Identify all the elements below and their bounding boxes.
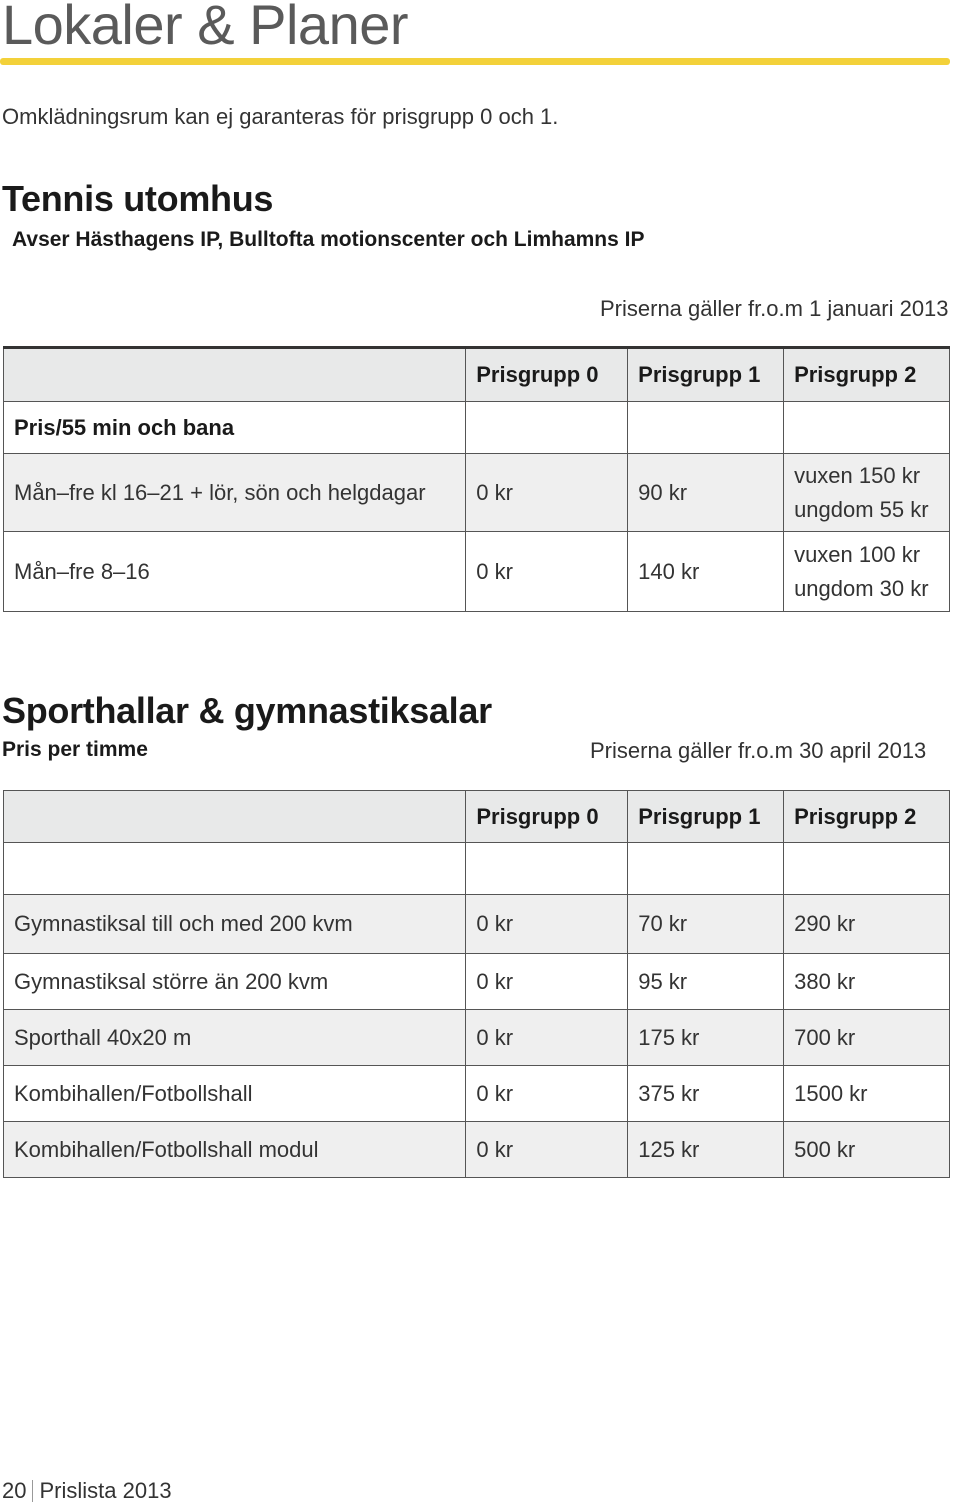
price-adult: vuxen 150 kr bbox=[794, 462, 921, 488]
header-cell-group-2: Prisgrupp 2 bbox=[784, 348, 950, 402]
table-cell bbox=[4, 843, 466, 895]
table-cell bbox=[784, 843, 950, 895]
price-group-0: 0 kr bbox=[466, 895, 628, 954]
row-label: Kombihallen/Fotbollshall modul bbox=[4, 1122, 466, 1178]
table-row bbox=[4, 1066, 950, 1122]
table-row bbox=[4, 454, 950, 532]
publication-name: Prislista 2013 bbox=[39, 1478, 172, 1503]
title-rule bbox=[0, 58, 950, 65]
price-group-0: 0 kr bbox=[466, 454, 628, 532]
row-label: Gymnastiksal större än 200 kvm bbox=[4, 954, 466, 1010]
table-row bbox=[4, 532, 950, 612]
header-cell-group-1: Prisgrupp 1 bbox=[628, 791, 784, 843]
tennis-subheading: Avser Hästhagens IP, Bulltofta motionscenter och Limhamns IP bbox=[12, 228, 645, 251]
price-group-2: 700 kr bbox=[784, 1010, 950, 1066]
tennis-valid-from: Priserna gäller fr.o.m 1 januari 2013 bbox=[600, 296, 949, 321]
header-cell-group-0: Prisgrupp 0 bbox=[466, 791, 628, 843]
row-label: Sporthall 40x20 m bbox=[4, 1010, 466, 1066]
header-cell-group-1: Prisgrupp 1 bbox=[628, 348, 784, 402]
price-group-1: 90 kr bbox=[628, 454, 784, 532]
table-header-row bbox=[4, 348, 950, 402]
page-number: 20 bbox=[2, 1478, 27, 1503]
price-group-1: 375 kr bbox=[628, 1066, 784, 1122]
price-group-2: 1500 kr bbox=[784, 1066, 950, 1122]
header-cell-group-0: Prisgrupp 0 bbox=[466, 348, 628, 402]
table-header-row bbox=[4, 791, 950, 843]
table-cell bbox=[628, 402, 784, 454]
page-footer bbox=[2, 1478, 172, 1503]
table-row bbox=[4, 954, 950, 1010]
table-cell bbox=[466, 402, 628, 454]
price-group-2: 290 kr bbox=[784, 895, 950, 954]
price-youth: ungdom 30 kr bbox=[794, 575, 929, 601]
empty-row bbox=[4, 843, 950, 895]
price-group-0: 0 kr bbox=[466, 532, 628, 612]
price-group-1: 95 kr bbox=[628, 954, 784, 1010]
row-label: Gymnastiksal till och med 200 kvm bbox=[4, 895, 466, 954]
table-cell bbox=[628, 843, 784, 895]
halls-valid-from: Priserna gäller fr.o.m 30 april 2013 bbox=[590, 738, 927, 763]
price-group-1: 140 kr bbox=[628, 532, 784, 612]
header-cell-empty bbox=[4, 791, 466, 843]
row-label: Mån–fre 8–16 bbox=[4, 532, 466, 612]
table-row bbox=[4, 895, 950, 954]
halls-heading: Sporthallar & gymnastiksalar bbox=[2, 690, 492, 731]
header-cell-group-2: Prisgrupp 2 bbox=[784, 791, 950, 843]
section-label: Pris/55 min och bana bbox=[4, 402, 466, 454]
tennis-heading: Tennis utomhus bbox=[2, 178, 274, 219]
tennis-price-table bbox=[3, 346, 950, 612]
table-row bbox=[4, 1010, 950, 1066]
halls-price-table bbox=[3, 790, 950, 1178]
price-group-1: 70 kr bbox=[628, 895, 784, 954]
section-row bbox=[4, 402, 950, 454]
price-group-0: 0 kr bbox=[466, 954, 628, 1010]
price-group-2: 500 kr bbox=[784, 1122, 950, 1178]
table-cell bbox=[784, 402, 950, 454]
price-group-2 bbox=[784, 532, 950, 612]
header-cell-empty bbox=[4, 348, 466, 402]
price-adult: vuxen 100 kr bbox=[794, 541, 921, 567]
price-youth: ungdom 55 kr bbox=[794, 496, 929, 522]
row-label: Mån–fre kl 16–21 + lör, sön och helgdagar bbox=[4, 454, 466, 532]
row-label: Kombihallen/Fotbollshall bbox=[4, 1066, 466, 1122]
price-group-1: 175 kr bbox=[628, 1010, 784, 1066]
notice-text: Omklädningsrum kan ej garanteras för prisgrupp 0 och 1. bbox=[2, 104, 559, 129]
price-group-2: 380 kr bbox=[784, 954, 950, 1010]
price-group-1: 125 kr bbox=[628, 1122, 784, 1178]
footer-divider bbox=[32, 1480, 33, 1502]
price-group-0: 0 kr bbox=[466, 1122, 628, 1178]
price-group-2 bbox=[784, 454, 950, 532]
page-title: Lokaler & Planer bbox=[2, 0, 409, 56]
table-row bbox=[4, 1122, 950, 1178]
price-group-0: 0 kr bbox=[466, 1010, 628, 1066]
price-group-0: 0 kr bbox=[466, 1066, 628, 1122]
table-cell bbox=[466, 843, 628, 895]
halls-subheading: Pris per timme bbox=[2, 738, 148, 761]
